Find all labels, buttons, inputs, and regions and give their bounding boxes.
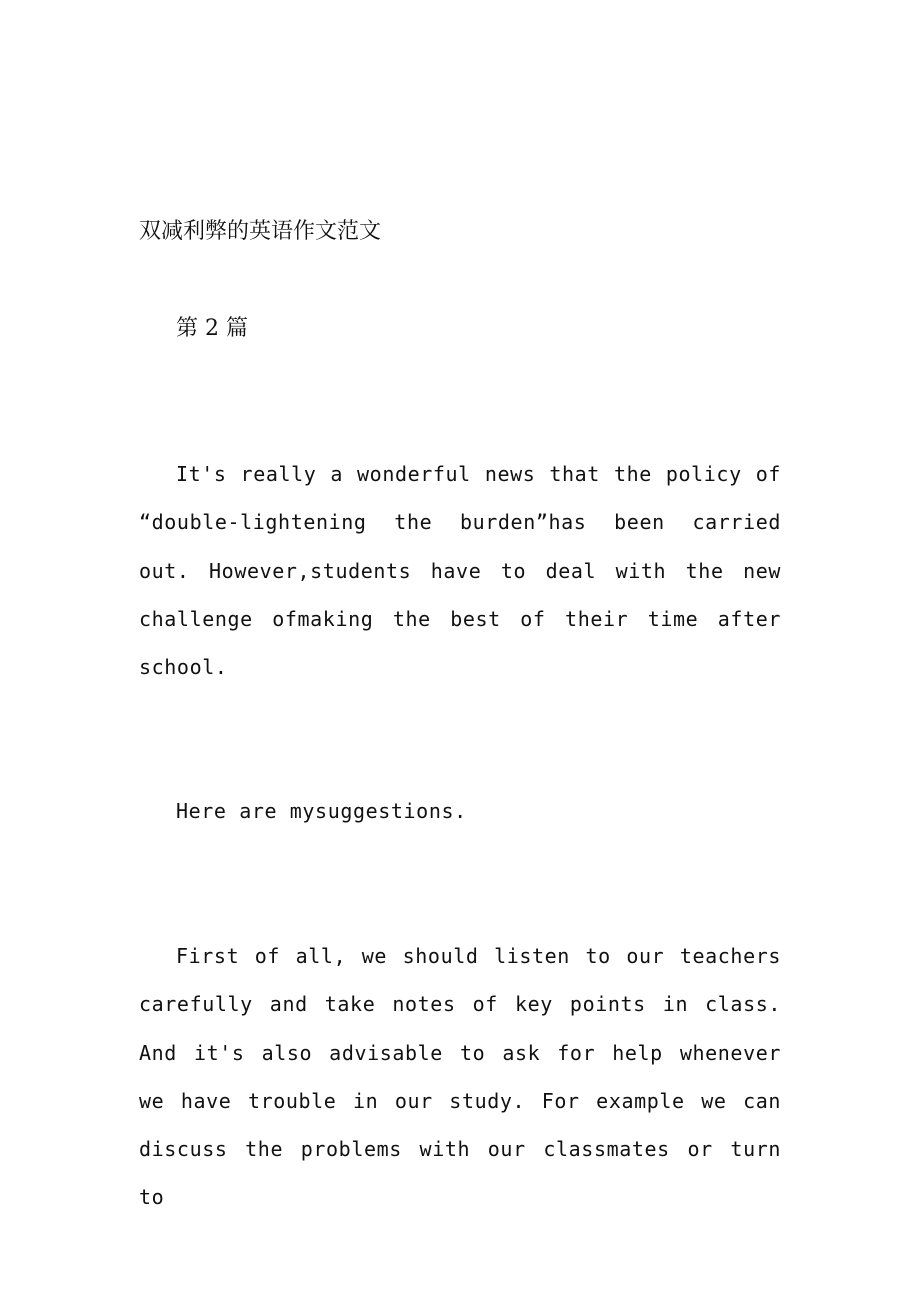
document-title: 双减利弊的英语作文范文 [139, 219, 382, 244]
paragraph-intro: It's really a wonderful news that the policy of “double-lightening the burden”has been carried out. However,students have to deal with the new challenge ofmaking the best of their time after school. [139, 462, 781, 680]
section-label: 第 2 篇 [176, 316, 248, 341]
paragraph-first-suggestion: First of all, we should listen to our teachers carefully and take notes of key points in class. And it's also advisable to ask for help whenever we have trouble in our study. For example we can discuss the problems with our classmates or turn to [139, 944, 781, 1210]
paragraph-suggestions-heading: Here are mysuggestions. [176, 799, 467, 823]
document-page [139, 0, 781, 1302]
